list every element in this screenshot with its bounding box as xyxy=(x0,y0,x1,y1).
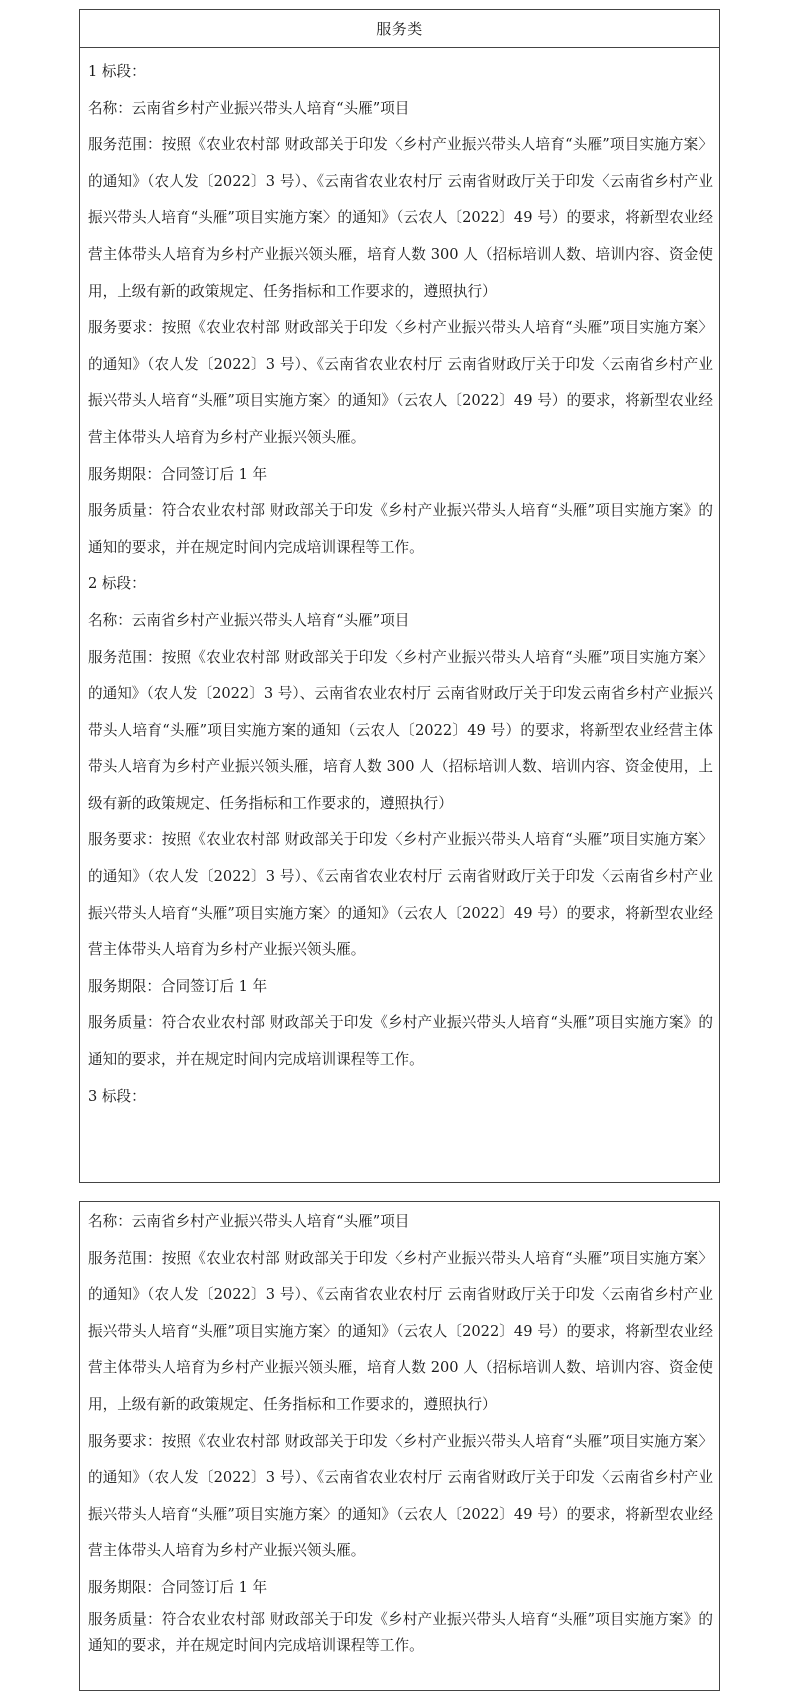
lot-3-quality: 服务质量：符合农业农村部 财政部关于印发《乡村产业振兴带头人培育“头雁”项目实施方案》的通知的要求，并在规定时间内完成培训课程等工作。 xyxy=(88,1610,713,1654)
table-body xyxy=(80,1202,719,1659)
lot-2-heading: 2 标段： xyxy=(88,575,146,593)
lot-1-scope: 服务范围：按照《农业农村部 财政部关于印发〈乡村产业振兴带头人培育“头雁”项目实施方案〉的通知》（农人发〔2022〕3 号）、《云南省农业农村厅 云南省财政厅关于印发〈云南省乡村产业振兴带头人培育“头雁”项目实施方案〉的通知》（云农人〔2022〕49 号）的要求，将新型农业经营主体带头人培育为乡村产业振兴领头雁，培育人数 300 人（招标培训人数、培训内容、资金使用，上级有新的政策规定、任务指标和工作要求的，遵照执行） xyxy=(88,136,713,300)
lot-2-term: 服务期限：合同签订后 1 年 xyxy=(88,977,268,995)
lot-3-name: 名称：云南省乡村产业振兴带头人培育“头雁”项目 xyxy=(88,1213,410,1230)
lot-3-requirements: 服务要求：按照《农业农村部 财政部关于印发〈乡村产业振兴带头人培育“头雁”项目实施方案〉的通知》（农人发〔2022〕3 号）、《云南省农业农村厅 云南省财政厅关于印发〈云南省乡村产业振兴带头人培育“头雁”项目实施方案〉的通知》（云农人〔2022〕49 号）的要求，将新型农业经营主体带头人培育为乡村产业振兴领头雁。 xyxy=(88,1432,713,1560)
lot-1-heading: 1 标段： xyxy=(88,63,146,80)
lot-1-name: 名称：云南省乡村产业振兴带头人培育“头雁”项目 xyxy=(88,99,410,117)
lot-3-heading: 3 标段： xyxy=(88,1087,146,1105)
lot-3-term: 服务期限：合同签订后 1 年 xyxy=(88,1578,268,1596)
service-table-2 xyxy=(79,1201,720,1691)
table-header: 服务类 xyxy=(80,10,719,48)
lot-2-name: 名称：云南省乡村产业振兴带头人培育“头雁”项目 xyxy=(88,611,410,629)
lot-2-scope: 服务范围：按照《农业农村部 财政部关于印发〈乡村产业振兴带头人培育“头雁”项目实施方案〉的通知》（农人发〔2022〕3 号）、云南省农业农村厅 云南省财政厅关于印发云南省乡村产业振兴带头人培育“头雁”项目实施方案的通知（云农人〔2022〕49 号）的要求，将新型农业经营主体带头人培育为乡村产业振兴领头雁，培育人数 300 人（招标培训人数、培训内容、资金使用，上级有新的政策规定、任务指标和工作要求的，遵照执行） xyxy=(88,648,713,812)
lot-1-term: 服务期限：合同签订后 1 年 xyxy=(88,465,268,483)
lot-1-requirements: 服务要求：按照《农业农村部 财政部关于印发〈乡村产业振兴带头人培育“头雁”项目实施方案〉的通知》（农人发〔2022〕3 号）、《云南省农业农村厅 云南省财政厅关于印发〈云南省乡村产业振兴带头人培育“头雁”项目实施方案〉的通知》（云农人〔2022〕49 号）的要求，将新型农业经营主体带头人培育为乡村产业振兴领头雁。 xyxy=(88,319,713,446)
lot-1-quality: 服务质量：符合农业农村部 财政部关于印发《乡村产业振兴带头人培育“头雁”项目实施方案》的通知的要求，并在规定时间内完成培训课程等工作。 xyxy=(88,502,713,556)
service-table-1 xyxy=(79,9,720,1183)
table-body xyxy=(80,48,719,1115)
lot-3-scope: 服务范围：按照《农业农村部 财政部关于印发〈乡村产业振兴带头人培育“头雁”项目实施方案〉的通知》（农人发〔2022〕3 号）、《云南省农业农村厅 云南省财政厅关于印发〈云南省乡村产业振兴带头人培育“头雁”项目实施方案〉的通知》（云农人〔2022〕49 号）的要求，将新型农业经营主体带头人培育为乡村产业振兴领头雁，培育人数 200 人（招标培训人数、培训内容、资金使用，上级有新的政策规定、任务指标和工作要求的，遵照执行） xyxy=(88,1249,713,1413)
lot-2-requirements: 服务要求：按照《农业农村部 财政部关于印发〈乡村产业振兴带头人培育“头雁”项目实施方案〉的通知》（农人发〔2022〕3 号）、《云南省农业农村厅 云南省财政厅关于印发〈云南省乡村产业振兴带头人培育“头雁”项目实施方案〉的通知》（云农人〔2022〕49 号）的要求，将新型农业经营主体带头人培育为乡村产业振兴领头雁。 xyxy=(88,831,713,959)
lot-2-quality: 服务质量：符合农业农村部 财政部关于印发《乡村产业振兴带头人培育“头雁”项目实施方案》的通知的要求，并在规定时间内完成培训课程等工作。 xyxy=(88,1014,713,1069)
